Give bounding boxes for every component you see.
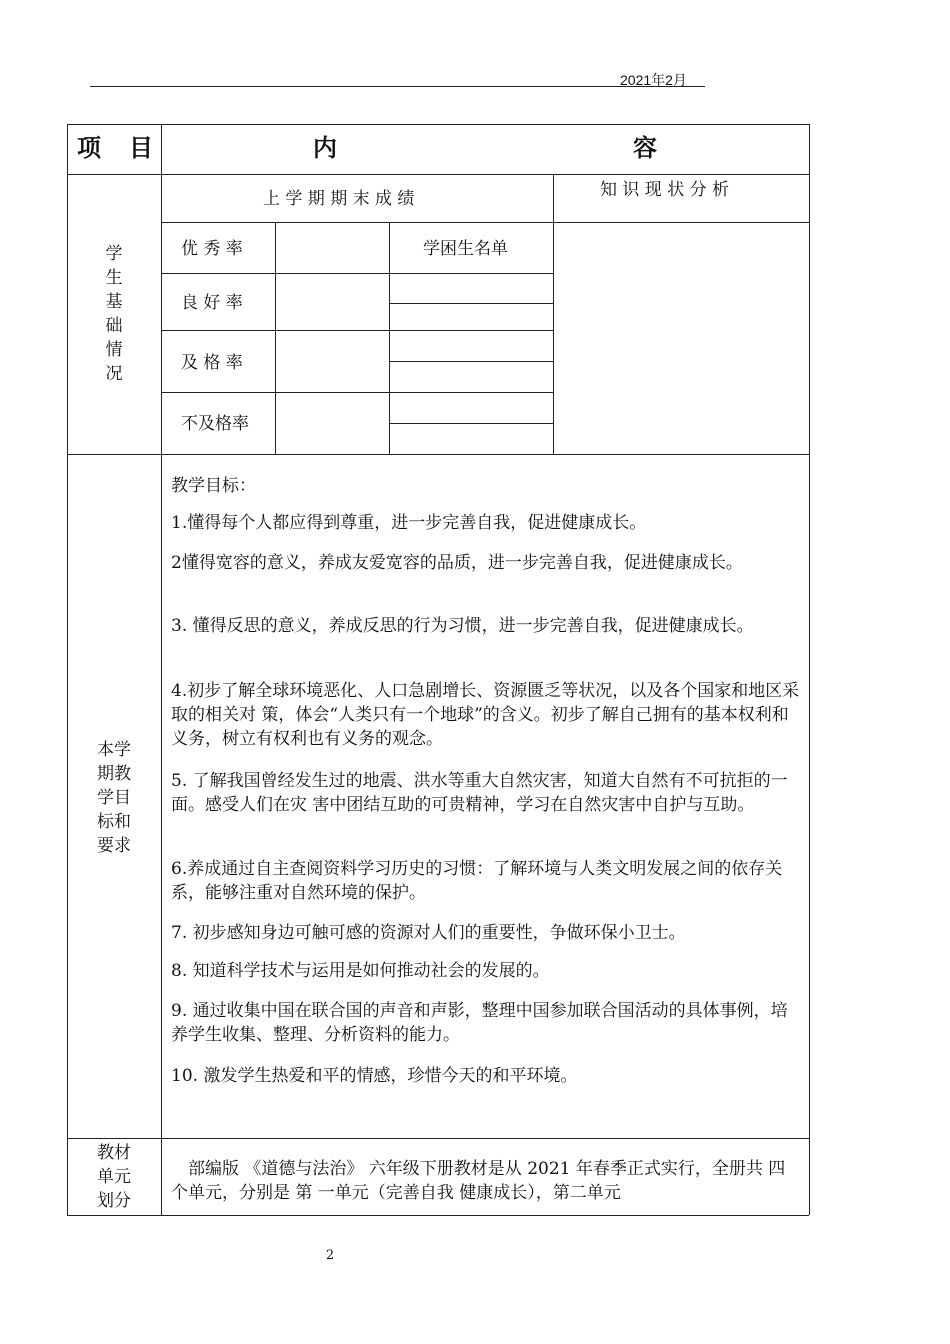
goal-item: 3. 懂得反思的意义，养成反思的行为习惯，进一步完善自我，促进健康成长。 xyxy=(171,616,754,636)
goal-item: 5. 了解我国曾经发生过的地震、洪水等重大自然灾害，知道大自然有不可抗拒的一面。感受人们在灾 害中团结互助的可贵精神，学习在自然灾害中自护与互助。 xyxy=(171,771,788,815)
page-number: 2 xyxy=(325,1248,335,1263)
table-rule xyxy=(161,222,809,223)
header-item-label: 项 目 xyxy=(77,133,155,162)
table-border-top xyxy=(67,124,809,125)
table-rule xyxy=(67,174,809,175)
section-goals-label: 本学 期教 学目 标和 要求 xyxy=(97,740,131,856)
header-content-label-1: 内 xyxy=(313,133,339,162)
table-rule xyxy=(389,423,553,424)
table-rule xyxy=(67,1138,809,1139)
units-description: 部编版 《道德与法治》 六年级下册教材是从 2021 年春季正式实行，全册共 四 个单元，分别是 第 一单元（完善自我 健康成长），第二单元 xyxy=(171,1159,786,1203)
table-rule xyxy=(161,392,553,393)
table-rule xyxy=(161,273,553,274)
fail-rate-label: 不及格率 xyxy=(181,414,249,434)
header-date: 2021年2月 xyxy=(620,72,687,88)
table-rule xyxy=(389,361,553,362)
table-rule xyxy=(67,454,809,455)
header-rule xyxy=(90,86,705,87)
table-border-right xyxy=(809,124,810,1215)
goal-item: 9. 通过收集中国在联合国的声音和声影，整理中国参加联合国活动的具体事例，培养学生收集、整理、分析资料的能力。 xyxy=(171,1001,788,1045)
table-rule xyxy=(389,303,553,304)
goal-item: 2懂得宽容的意义，养成友爱宽容的品质，进一步完善自我，促进健康成长。 xyxy=(171,553,743,573)
header-content-label-2: 容 xyxy=(633,133,659,162)
table-rule xyxy=(161,330,553,331)
table-rule xyxy=(275,222,276,454)
goals-title: 教学目标： xyxy=(171,476,256,496)
pass-rate-label: 及 格 率 xyxy=(181,353,243,373)
goal-item: 7. 初步感知身边可触可感的资源对人们的重要性，争做环保小卫士。 xyxy=(171,923,686,943)
good-rate-label: 良 好 率 xyxy=(181,293,243,313)
goal-item: 10. 激发学生热爱和平的情感，珍惜今天的和平环境。 xyxy=(171,1066,578,1086)
struggling-students-heading: 学困生名单 xyxy=(423,239,508,259)
table-rule xyxy=(553,174,554,454)
section-units-label: 教材 单元 划分 xyxy=(97,1143,131,1211)
excellent-rate-label: 优 秀 率 xyxy=(181,239,243,259)
last-term-score-heading: 上 学 期 期 末 成 绩 xyxy=(263,189,415,209)
table-rule xyxy=(389,222,390,454)
table-border-bottom xyxy=(67,1215,809,1216)
knowledge-analysis-heading: 知 识 现 状 分 析 xyxy=(600,180,730,200)
section-student-basics-label: 学 生 基 础 情 况 xyxy=(105,244,123,384)
goal-item: 4.初步了解全球环境恶化、人口急剧增长、资源匮乏等状况，以及各个国家和地区采取的相关对 策，体会“人类只有一个地球”的含义。初步了解自己拥有的基本权利和义务，树立有权利也有义务的观念。 xyxy=(171,681,800,749)
goal-item: 6.养成通过自主查阅资料学习历史的习惯：了解环境与人类文明发展之间的依存关 系，能够注重对自然环境的保护。 xyxy=(171,859,783,903)
goal-item: 1.懂得每个人都应得到尊重，进一步完善自我，促进健康成长。 xyxy=(171,513,647,533)
table-rule xyxy=(161,124,162,1215)
goal-item: 8. 知道科学技术与运用是如何推动社会的发展的。 xyxy=(171,961,550,981)
